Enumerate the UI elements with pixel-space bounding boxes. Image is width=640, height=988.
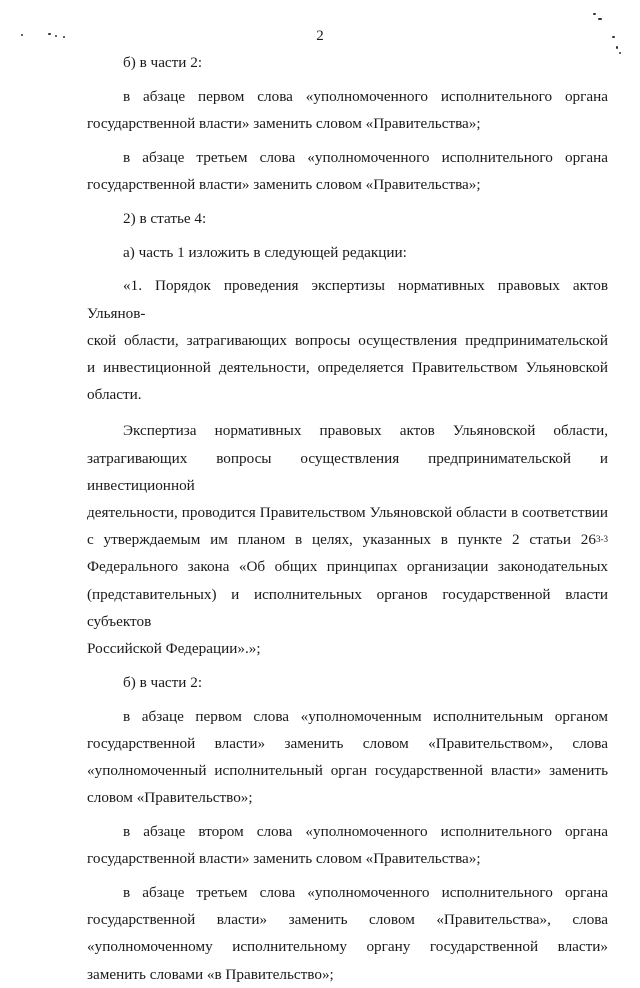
paragraph-block [87, 818, 608, 872]
paragraph-line: ской области, затрагивающих вопросы осуществления предпринимательской [87, 331, 608, 349]
paragraph-line: и инвестиционной деятельности, определяется Правительством Ульяновской [87, 359, 608, 376]
paragraph-block [87, 144, 608, 198]
paragraph-line: государственной власти» заменить словом «Правительства»; [87, 115, 481, 132]
paragraph-block [87, 417, 608, 662]
paragraph-block [87, 272, 608, 408]
paragraph-line: «уполномоченному исполнительному органу государственной власти» [87, 938, 608, 956]
paragraph-line: деятельности, проводится Правительством Ульяновской области в соответствии [87, 504, 608, 522]
paragraph-line: затрагивающих вопросы осуществления предпринимательской и инвестиционной [87, 449, 608, 494]
paragraph-line: в абзаце третьем слова «уполномоченного исполнительного органа [123, 148, 608, 166]
page-number: 2 [316, 28, 324, 44]
document-body [87, 49, 608, 988]
paragraph-line: в абзаце втором слова «уполномоченного исполнительного органа [123, 823, 608, 841]
paragraph-line: Российской Федерации».»; [87, 640, 261, 658]
superscript: 3-3 [596, 534, 608, 545]
paragraph-line: в абзаце первом слова «уполномоченного исполнительного органа [123, 87, 608, 105]
paragraph-block [87, 83, 608, 137]
paragraph: б) в части 2: [123, 673, 203, 691]
paragraph-line: заменить словами «в Правительство»; [87, 965, 334, 983]
paragraph: б) в части 2: [123, 54, 203, 71]
paragraph-line [87, 526, 608, 553]
paragraph-line: государственной власти» заменить словом «Правительства», слова [87, 911, 608, 929]
paragraph-line: Экспертиза нормативных правовых актов Ульяновской области, [123, 422, 608, 440]
paragraph-line: «1. Порядок проведения экспертизы нормативных правовых актов Ульянов- [87, 277, 608, 322]
paragraph: а) часть 1 изложить в следующей редакции: [123, 243, 407, 261]
paragraph-line: Федерального закона «Об общих принципах организации законодательных [87, 558, 608, 576]
paragraph-line: (представительных) и исполнительных органов государственной власти субъектов [87, 585, 608, 630]
paragraph-block [87, 703, 608, 812]
paragraph-line: «уполномоченный исполнительный орган государственной власти» заменить [87, 762, 608, 780]
paragraph-line: словом «Правительство»; [87, 789, 253, 807]
line-text: с утверждаемым им планом в целях, указанных в пункте 2 статьи 26 [87, 531, 596, 549]
paragraph-line: государственной власти» заменить словом «Правительства»; [87, 176, 481, 193]
paragraph: 2) в статье 4: [123, 209, 207, 227]
paragraph-line: в абзаце третьем слова «уполномоченного исполнительного органа [123, 884, 608, 902]
paragraph-block [87, 879, 608, 988]
paragraph-line: в абзаце первом слова «уполномоченным исполнительным органом [123, 707, 608, 725]
paragraph-line: государственной власти» заменить словом «Правительством», слова [87, 734, 608, 752]
paragraph-line: области. [87, 386, 142, 404]
paragraph-line: государственной власти» заменить словом «Правительства»; [87, 850, 481, 868]
